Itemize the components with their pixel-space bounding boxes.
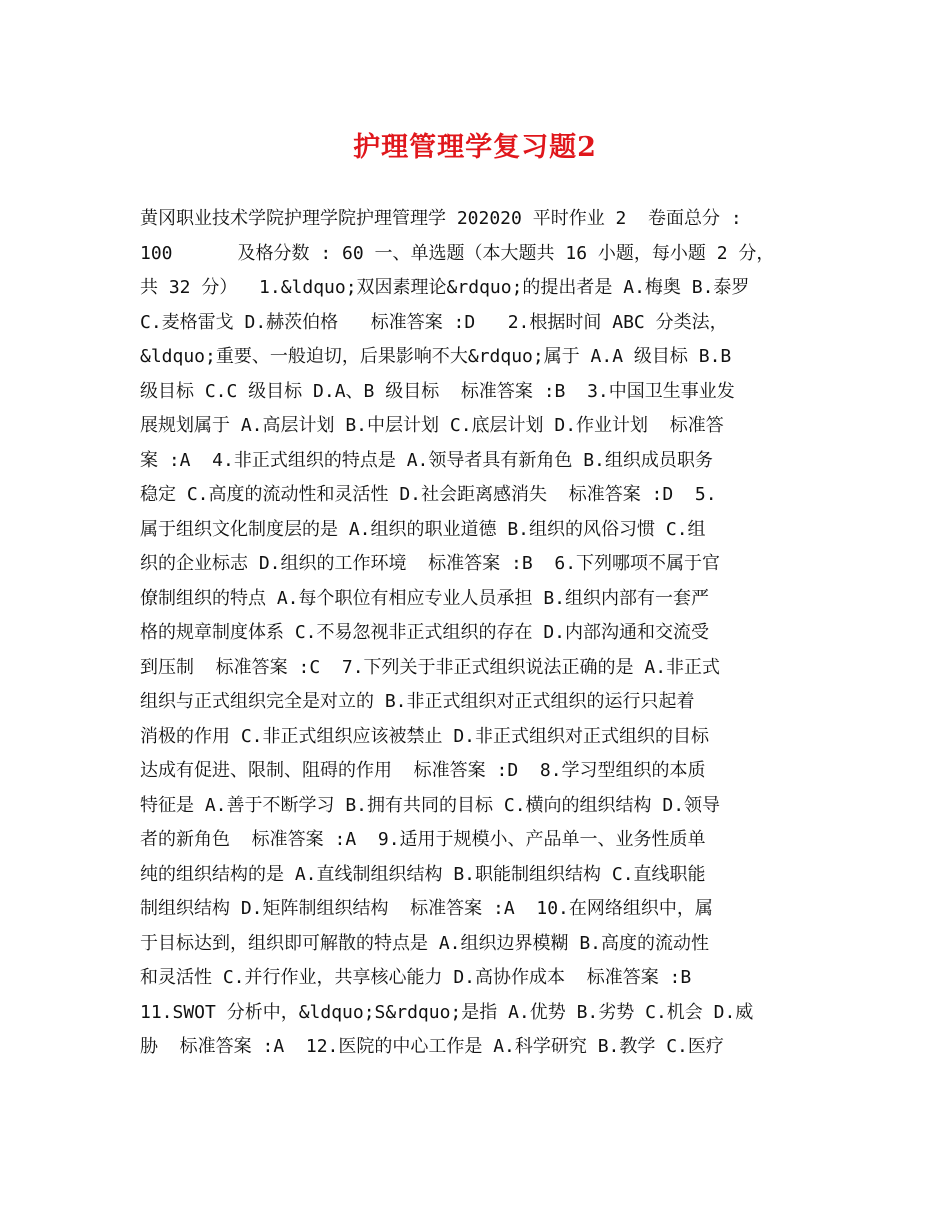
body-line: C.麦格雷戈 D.赫茨伯格 标准答案 :D 2.根据时间 ABC 分类法， — [140, 311, 728, 333]
body-line: 特征是 A.善于不断学习 B.拥有共同的目标 C.横向的组织结构 D.领导 — [140, 794, 721, 816]
body-line: 11.SWOT 分析中，&ldquo;S&rdquo;是指 A.优势 B.劣势 C.机会 D.威 — [140, 1001, 754, 1023]
body-line: 于目标达到，组织即可解散的特点是 A.组织边界模糊 B.高度的流动性 — [140, 932, 710, 954]
body-line: 织的企业标志 D.组织的工作环境 标准答案 :B 6.下列哪项不属于官 — [140, 553, 721, 574]
body-line: 到压制 标准答案 :C 7.下列关于非正式组织说法正确的是 A.非正式 — [140, 656, 721, 678]
body-line: 属于组织文化制度层的是 A.组织的职业道德 B.组织的风俗习惯 C.组 — [140, 518, 706, 540]
body-line: 纯的组织结构的是 A.直线制组织结构 B.职能制组织结构 C.直线职能 — [140, 863, 706, 885]
body-line: 稳定 C.高度的流动性和灵活性 D.社会距离感消失 标准答案 :D 5. — [140, 484, 717, 505]
body-line: 级目标 C.C 级目标 D.A、B 级目标 标准答案 :B 3.中国卫生事业发 — [140, 380, 735, 402]
body-line: 和灵活性 C.并行作业，共享核心能力 D.高协作成本 标准答案 :B — [140, 967, 692, 988]
body-line: 组织与正式组织完全是对立的 B.非正式组织对正式组织的运行只起着 — [140, 691, 695, 712]
document-body — [140, 202, 815, 1065]
body-line: 僚制组织的特点 A.每个职位有相应专业人员承担 B.组织内部有一套严 — [140, 587, 710, 609]
body-line: 100 及格分数 : 60 一、单选题（本大题共 16 小题，每小题 2 分， — [140, 242, 775, 264]
body-line: 黄冈职业技术学院护理学院护理管理学 202020 平时作业 2 卷面总分 : — [140, 208, 742, 229]
document-title: 护理管理学复习题2 — [353, 132, 597, 163]
body-line: 格的规章制度体系 C.不易忽视非正式组织的存在 D.内部沟通和交流受 — [140, 622, 710, 643]
body-line: 案 :A 4.非正式组织的特点是 A.领导者具有新角色 B.组织成员职务 — [140, 449, 713, 471]
body-line: 达成有促进、限制、阻碍的作用 标准答案 :D 8.学习型组织的本质 — [140, 760, 706, 781]
body-line: &ldquo;重要、一般迫切，后果影响不大&rdquo;属于 A.A 级目标 B.B — [140, 346, 732, 367]
body-line: 制组织结构 D.矩阵制组织结构 标准答案 :A 10.在网络组织中，属 — [140, 898, 713, 919]
body-line: 胁 标准答案 :A 12.医院的中心工作是 A.科学研究 B.教学 C.医疗 — [140, 1036, 724, 1057]
body-line: 展规划属于 A.高层计划 B.中层计划 C.底层计划 D.作业计划 标准答 — [140, 415, 724, 436]
body-line: 消极的作用 C.非正式组织应该被禁止 D.非正式组织对正式组织的目标 — [140, 725, 710, 747]
body-line: 者的新角色 标准答案 :A 9.适用于规模小、产品单一、业务性质单 — [140, 829, 706, 850]
body-line: 共 32 分） 1.&ldquo;双因素理论&rdquo;的提出者是 A.梅奥 B.泰罗 — [140, 277, 750, 298]
